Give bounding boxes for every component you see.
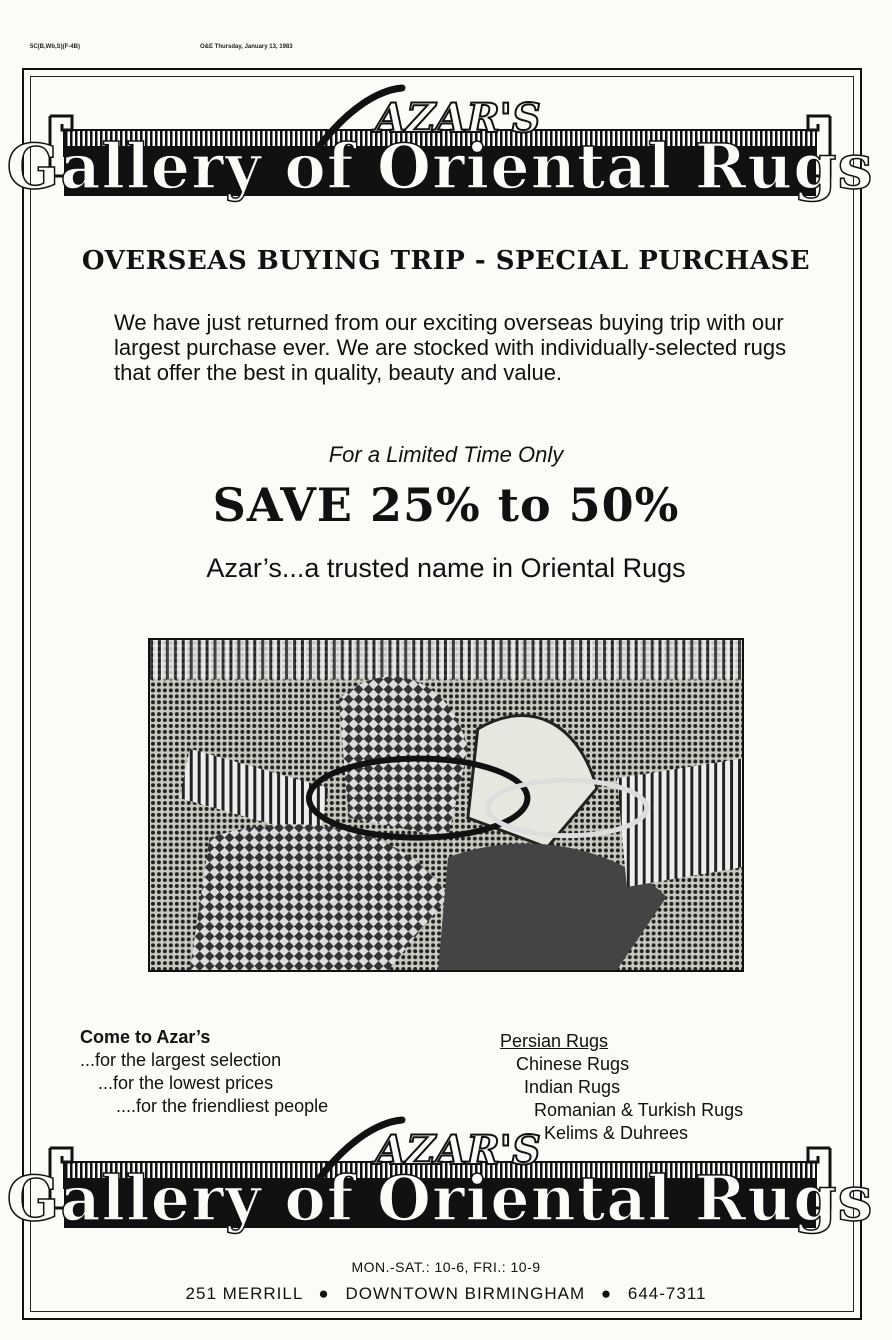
rug-type-romanian-turkish: Romanian & Turkish Rugs (534, 1100, 744, 1120)
bullet-icon: ● (318, 1284, 330, 1303)
address-city: DOWNTOWN BIRMINGHAM (345, 1284, 586, 1303)
logo-main-text: Gallery of Oriental Rugs (6, 130, 874, 203)
intro-paragraph: We have just returned from our exciting overseas buying trip with our largest purchase ever. We are stocked with individually-selected rugs that offer the best in quality, beauty and value. (114, 310, 787, 385)
come-line-people: ....for the friendliest people (116, 1096, 329, 1116)
logo-banner-graphic (6, 86, 874, 216)
rug-photo (148, 638, 744, 972)
rug-type-persian: Persian Rugs (500, 1031, 609, 1051)
rug-pile-illustration (150, 640, 742, 970)
come-line-selection: ...for the largest selection (80, 1050, 282, 1070)
logo-top-word-bottom: AZAR'S (375, 1127, 541, 1174)
rug-type-indian: Indian Rugs (524, 1077, 621, 1097)
logo-banner-graphic-bottom (6, 1118, 874, 1248)
rug-type-kelims-duhrees: Kelims & Duhrees (544, 1123, 689, 1143)
newspaper-masthead (30, 44, 850, 58)
dateline: O&E Thursday, January 13, 1983 (200, 44, 293, 50)
rug-type-chinese: Chinese Rugs (516, 1054, 630, 1074)
tagline: Azar’s...a trusted name in Oriental Rugs (206, 553, 686, 583)
logo-top-word: AZAR'S (375, 95, 541, 142)
store-hours: MON.-SAT.: 10-6, FRI.: 10-9 (351, 1259, 541, 1275)
sale-banner: SAVE 25% to 50% (212, 478, 680, 532)
headline: OVERSEAS BUYING TRIP - SPECIAL PURCHASE (81, 246, 811, 276)
address-phone: 644-7311 (627, 1284, 707, 1303)
come-heading: Come to Azar’s (80, 1027, 211, 1047)
store-address (0, 1284, 892, 1304)
logo-top (6, 86, 874, 216)
bullet-icon: ● (600, 1284, 613, 1303)
come-line-prices: ...for the lowest prices (98, 1073, 274, 1093)
edition-code: 5C(B,Wb,S)(F-4B) (30, 44, 80, 50)
logo-main-text-bottom: Gallery of Oriental Rugs (6, 1162, 874, 1235)
come-to-azars-block (80, 1026, 460, 1118)
limited-time-text: For a Limited Time Only (328, 442, 564, 467)
logo-bottom (6, 1118, 874, 1248)
address-street: 251 MERRILL (185, 1284, 303, 1303)
